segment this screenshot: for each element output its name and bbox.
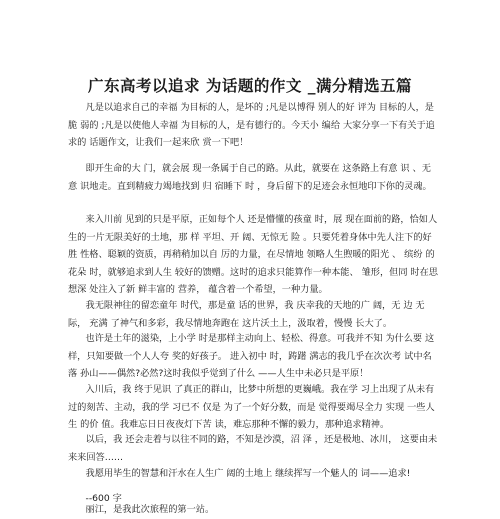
paragraph-childhood: 我无限神往的留恋童年 时代，那是童 话的世界，我 庆幸我的天地的广 阔，无 边 无际， 充满 了神气和多彩，我尽情地奔跑在 这片沃土上，汲取着，慢慢 长大了。 <box>68 300 425 329</box>
paragraph-open-life: 即开生命的大 门，就会展 现一条属于自己的路。从此，就要在 这条路上有意 识 、无意 识地走。直到精疲力竭地找到 归 宿睡下 时 ，身后留下的足迹会永恒地印下你的灵魂。 <box>68 163 432 192</box>
intro-paragraph: 凡是以追求自己的幸福 为目标的人，是坏的 ;凡是以博得 别人的好 评为 目标的人，是脆 弱的 ;凡是以使他人幸福 为目标的人，是有德行的。今天小 编给 大家分享一下有关于追求的 话题作文，让我们一起来欣 赏一下吧！ <box>68 102 435 148</box>
paragraph-future: 以后，我 还会走着与以往不同的路，不知是沙漠，沼 泽 ，还是极地、冰川， 这要由未来来回答…… <box>68 434 438 463</box>
word-count: --600 字 <box>68 493 122 504</box>
paragraph-pursuit: 我愿用毕生的智慧和汗水在人生广 阔的土地上 继续挥写一个魅人的 词——追求! <box>68 468 411 479</box>
paragraph-lijiang: 丽江，是我此次旅程的第一站。 <box>68 504 215 515</box>
document-title: 广东高考以追求 为话题的作文 _满分精选五篇 <box>87 77 413 95</box>
paragraph-school: 也许是土年的滋染，上小学 时是那样主动向上、轻松、得意。可我并不知 为什么要 这 样，只知要做一个人人夸 奖的好孩子。 进入初中 时，踌躇 满志的我几乎在次次考 试中名落 孙山——偶然?必然?这时我似乎觉到了什么 ——人生中未必只是平原！ <box>68 333 438 379</box>
paragraph-plain: 来入川前 见到的只是平原，正如每个人 还是懵懂的孩童 时，展 现在面前的路，恰如人 生的一片无限美好的土地，那 样 平坦、开 阔、无惊无 险 。只要凭着身体中先人注下的好 胜 性格、聪颖的资质，再稍稍加以自 厉的力量，在尽情地 领略人生煦暖的阳光 、 缤纷 的花朵 时，就够追求到人生 较好的馈赠。这时的追求只能算作一种本能、 雏形，但同 时在思想深 处注入了新 鲜丰富的 营养， 蕴含着一个希望，一种力量。 <box>68 214 441 295</box>
paragraph-mountains: 入川后，我 终于见识 了真正的群山，比梦中所想的更巍峨。我在学 习上出现了从未有 过的刻苦、主动，我的学 习已不 仅是 为了一个好分数，而是 觉得要竭尽全力 实现 一些人生 的价 值。我难忘日日夜夜灯下苦 读，难忘那种不懈的毅力，那种追求精神。 <box>68 384 438 430</box>
